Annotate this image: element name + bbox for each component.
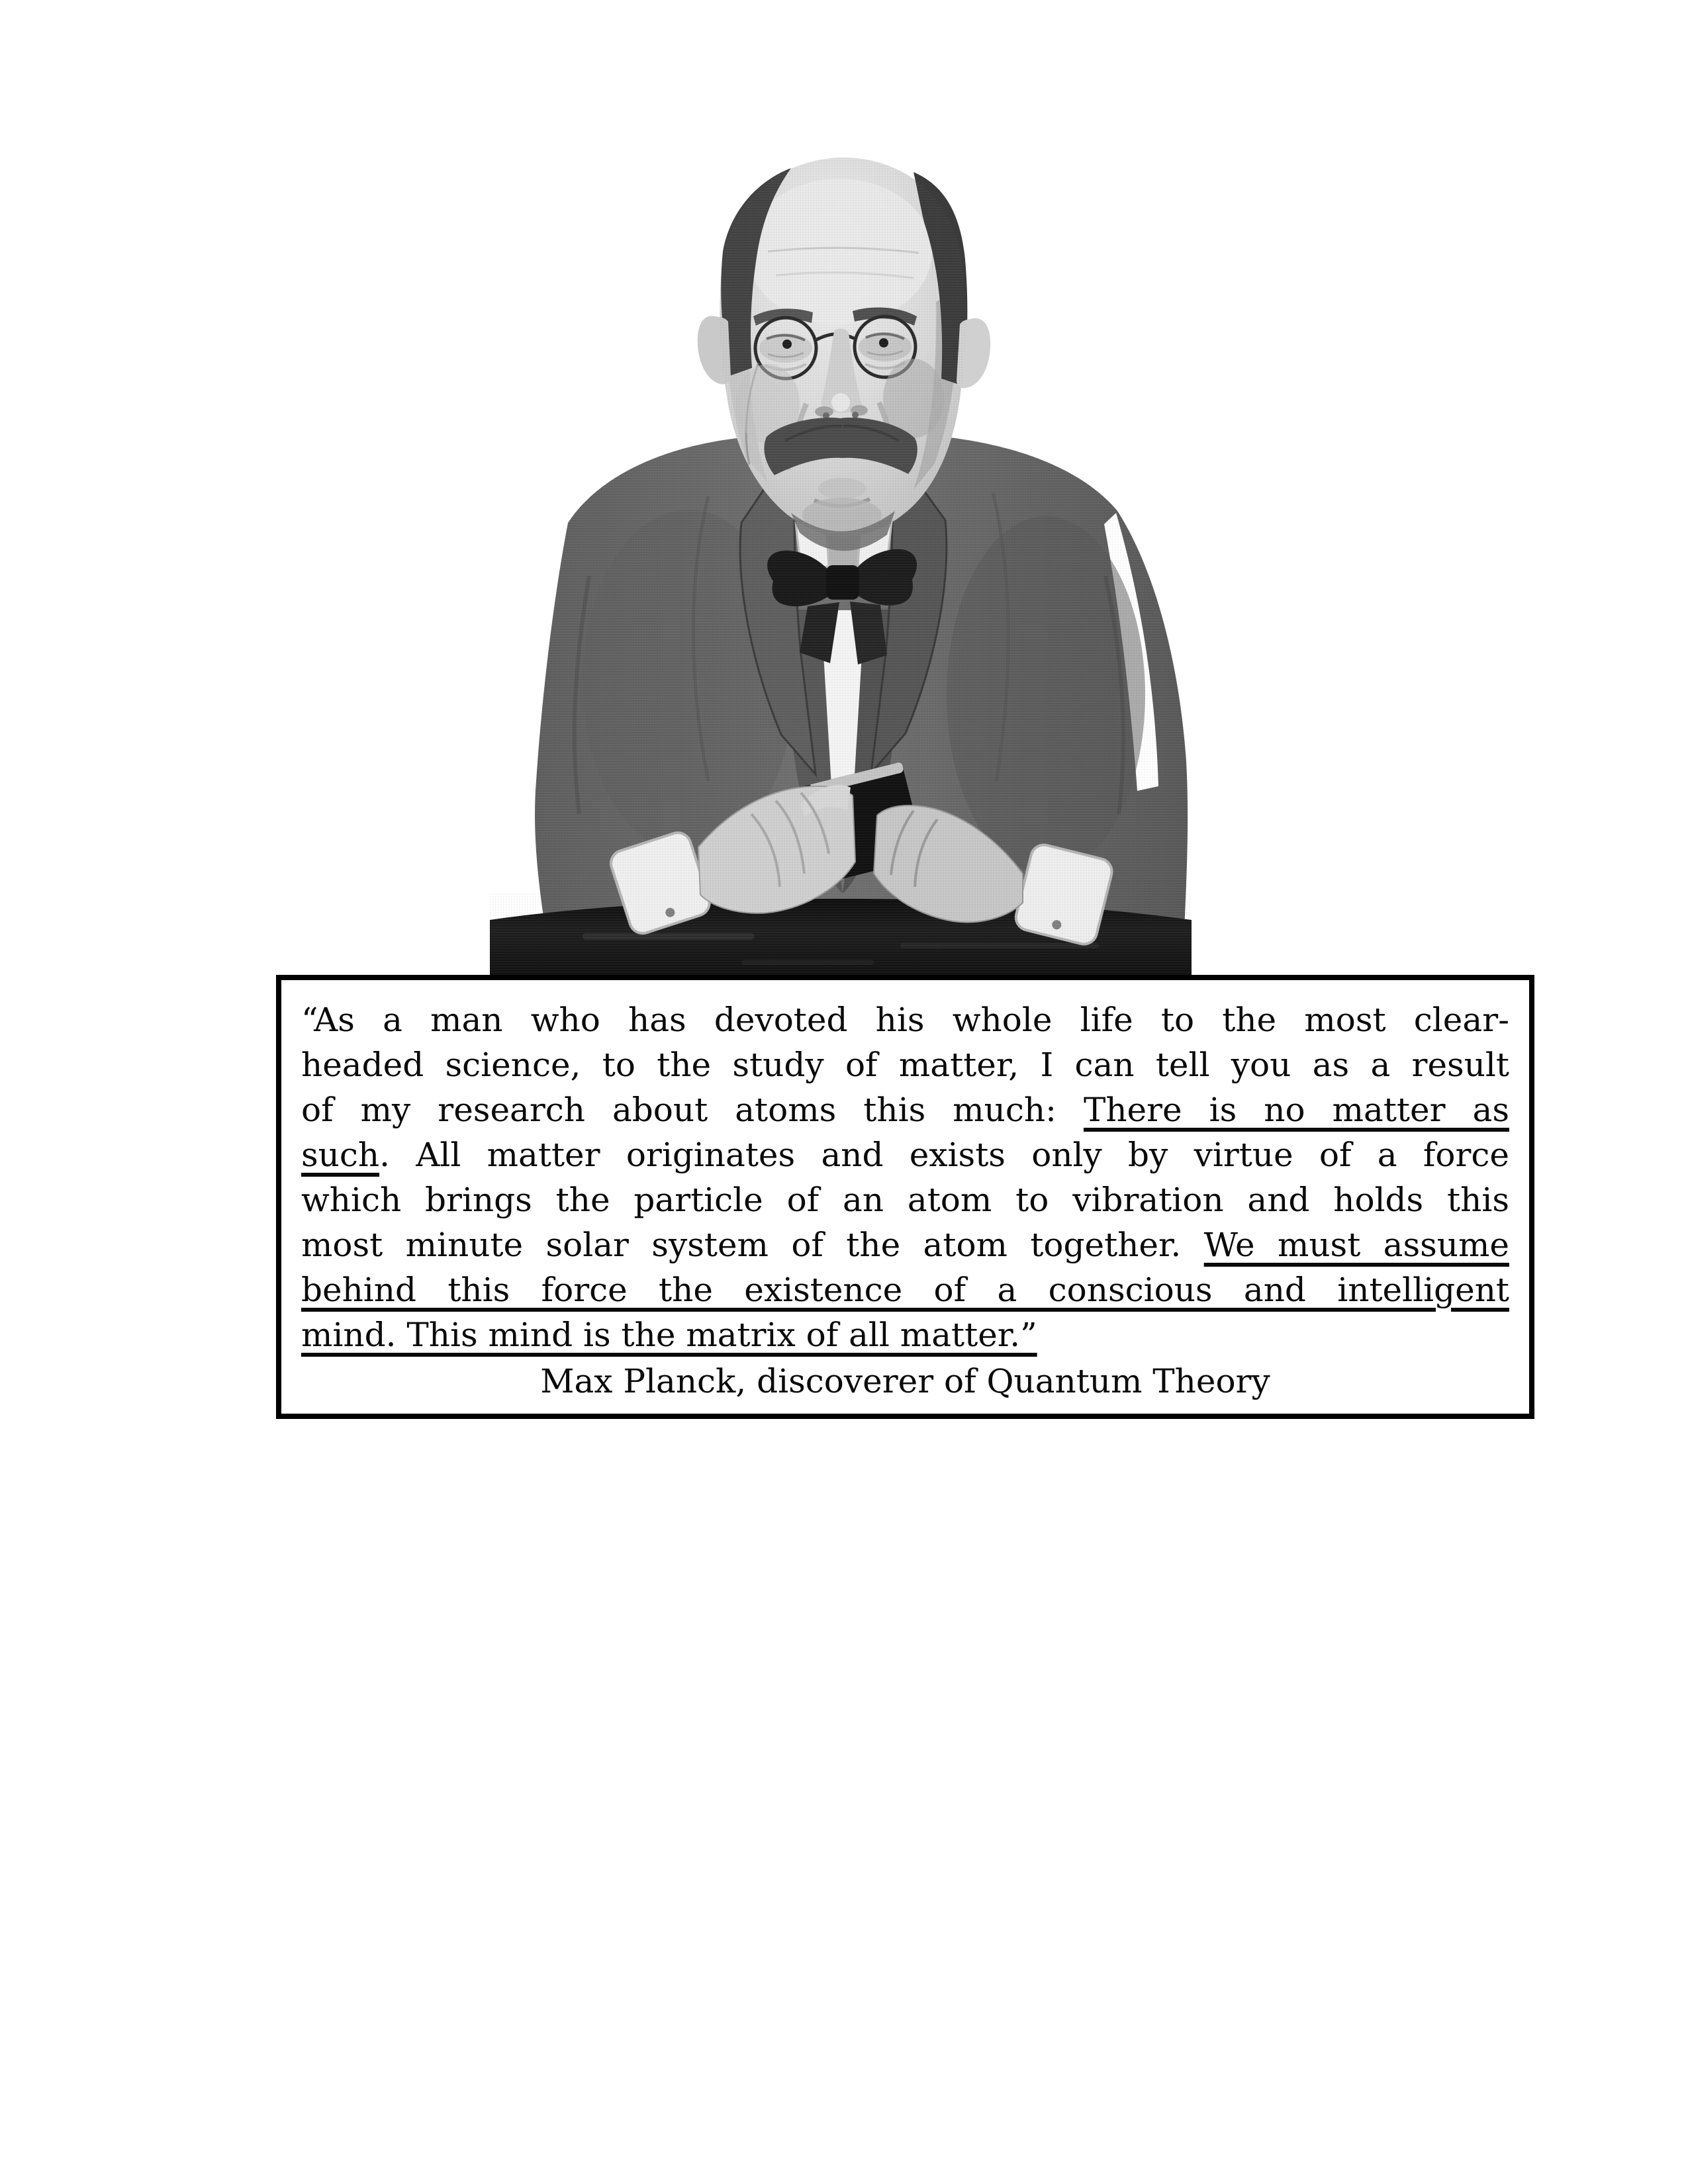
quote-box bbox=[276, 975, 1534, 1419]
quote-text: of my research about atoms this much: bbox=[301, 1091, 1084, 1129]
quote-attribution: Max Planck, discoverer of Quantum Theory bbox=[540, 1362, 1270, 1400]
quote-lines bbox=[301, 997, 1509, 1357]
quote-text: which brings the particle of an atom to vibration and holds this bbox=[301, 1181, 1509, 1219]
underlined-quote-text: such bbox=[301, 1136, 380, 1174]
quote-text: “As a man who has devoted his whole life to the most clear- bbox=[301, 1001, 1509, 1039]
quote-line bbox=[301, 1132, 1509, 1177]
quote-line bbox=[301, 1222, 1509, 1267]
quote-text: . All matter originates and exists only by virtue of a force bbox=[379, 1136, 1509, 1174]
quote-line bbox=[301, 997, 1509, 1042]
underlined-quote-text: We must assume bbox=[1203, 1226, 1509, 1264]
underlined-quote-text: behind this force the existence of a conscious and intelligent bbox=[301, 1271, 1509, 1309]
quote-line bbox=[301, 1177, 1509, 1222]
quote-line bbox=[301, 1312, 1509, 1357]
quote-line bbox=[301, 1087, 1509, 1132]
max-planck-portrait bbox=[490, 152, 1192, 976]
quote-text: headed science, to the study of matter, I can tell you as a result bbox=[301, 1046, 1509, 1084]
halftone-grain-overlay bbox=[490, 152, 1192, 976]
quote-line bbox=[301, 1267, 1509, 1312]
quote-line bbox=[301, 1042, 1509, 1087]
quote-text: most minute solar system of the atom together. bbox=[301, 1226, 1204, 1264]
underlined-quote-text: mind. This mind is the matrix of all matter.” bbox=[301, 1316, 1037, 1354]
underlined-quote-text: There is no matter as bbox=[1083, 1091, 1509, 1129]
